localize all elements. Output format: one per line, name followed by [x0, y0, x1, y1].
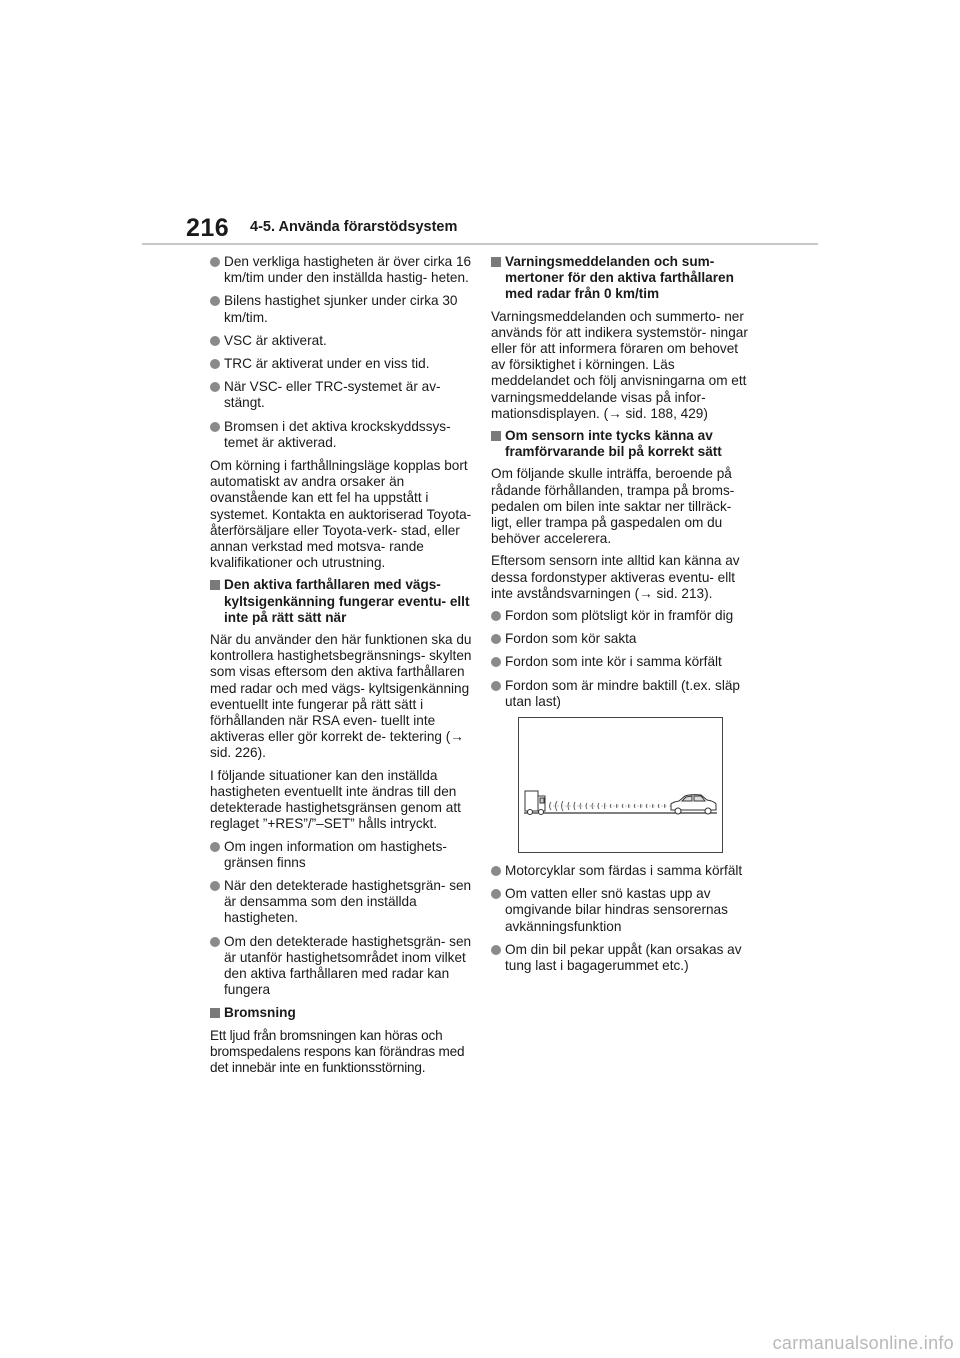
paragraph: Om körning i farthållningsläge kopplas bort automatiskt av andra orsaker än ovanstående kan ett fel ha uppstått i systemet. Kontakta en auktoriserad Toyota-återförsäljare eller Toyota-verk- stad, eller annan verkstad med motsva- rande kvalifikationer och utrustning. [210, 458, 472, 571]
list-item: Om din bil pekar uppåt (kan orsakas av tung last i bagagerummet etc.) [491, 942, 756, 974]
subheading: Bromsning [210, 1005, 472, 1021]
subheading: Varningsmeddelanden och sum- mertoner för den aktiva farthållaren med radar från 0 km/tim [491, 254, 756, 303]
list-item: Fordon som kör sakta [491, 631, 756, 647]
paragraph: Om följande skulle inträffa, beroende på rådande förhållanden, trampa på broms- pedalen om bilen inte saktar ner tillräck- ligt, eller trampa på gaspedalen om du behöver accelerera. [491, 466, 735, 547]
list-item: Bilens hastighet sjunker under cirka 30 km/tim. [210, 293, 472, 325]
section-title: 4-5. Använda förarstödsystem [250, 219, 458, 235]
left-column [210, 254, 472, 1082]
list-item: VSC är aktiverat. [210, 333, 472, 349]
paragraph: När du använder den här funktionen ska du kontrollera hastighetsbegränsnings- skylten som visas eftersom den aktiva farthållaren med radar och med vägs- kyltsigenkänning eventuellt inte fungerar på rätt sätt i förhållanden när RSA even- tuellt inte aktiveras eller gör korrekt de- tektering (→ sid. 226). [210, 632, 472, 761]
list-item: Om vatten eller snö kastas upp av omgivande bilar hindras sensorernas avkänningsfunktion [491, 886, 756, 935]
list-item: Om den detekterade hastighetsgrän- sen är utanför hastighetsområdet inom vilket den aktiva farthållaren med radar kan fungera [210, 934, 472, 999]
list-item: Fordon som är mindre baktill (t.ex. släp utan last) [491, 678, 756, 710]
list-item: Bromsen i det aktiva krockskyddssys- temet är aktiverad. [210, 419, 472, 451]
radar-illustration [518, 717, 723, 853]
radar-detection-figure [519, 718, 722, 852]
list-item: Den verkliga hastigheten är över cirka 16 km/tim under den inställda hastig- heten. [210, 254, 472, 286]
list-item: När den detekterade hastighetsgrän- sen är densamma som den inställda hastigheten. [210, 878, 472, 927]
car-ahead-icon [671, 795, 716, 814]
watermark-logo: carmanualsonline.info [772, 1333, 954, 1353]
right-column [491, 254, 756, 981]
subheading: Den aktiva farthållaren med vägs- kyltsigenkänning fungerar eventu- ellt inte på rätt sätt när [210, 577, 472, 626]
list-item: När VSC- eller TRC-systemet är av- stängt. [210, 379, 472, 411]
list-item: Motorcyklar som färdas i samma körfält [491, 863, 756, 879]
list-item: TRC är aktiverat under en viss tid. [210, 356, 472, 372]
paragraph: I följande situationer kan den inställda hastigheten eventuellt inte ändras till den detekterade hastighetsgränsen genom att reglaget ”+RES”/”–SET” hålls intryckt. [210, 767, 461, 832]
paragraph: Eftersom sensorn inte alltid kan känna av dessa fordonstyper aktiveras eventu- ellt inte avståndsvarningen (→ sid. 213). [491, 553, 740, 601]
paragraph: Ett ljud från bromsningen kan höras och bromspedalens respons kan förändras med det innebär inte en funktionsstörning. [210, 1027, 465, 1075]
list-item: Om ingen information om hastighets- gränsen finns [210, 839, 472, 871]
header-divider [142, 243, 818, 245]
list-item: Fordon som plötsligt kör in framför dig [491, 608, 756, 624]
subheading: Om sensorn inte tycks känna av framförvarande bil på korrekt sätt [491, 428, 756, 460]
truck-icon [525, 791, 545, 815]
paragraph: Varningsmeddelanden och summerto- ner används för att indikera systemstör- ningar eller för att informera föraren om behovet av försiktighet i körningen. Läs meddelandet och följ anvisningarna om ett varningsmeddelande visas på infor- mationsdisplayen. (→ sid. 188, 429) [491, 308, 748, 421]
list-item: Fordon som inte kör i samma körfält [491, 654, 756, 670]
page-number: 216 [186, 214, 230, 242]
